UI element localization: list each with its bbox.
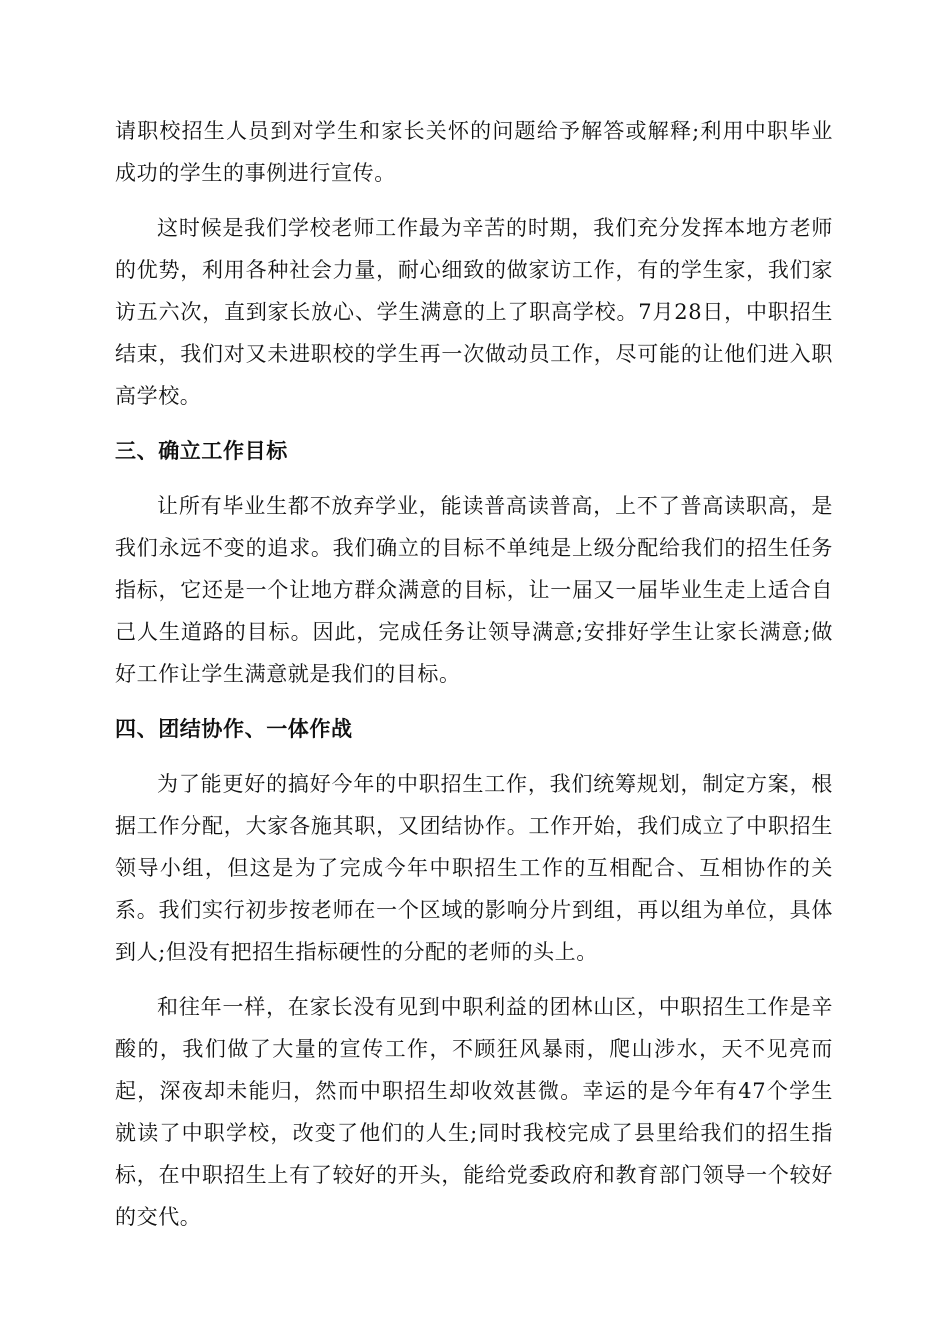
paragraph-results: 和往年一样，在家长没有见到中职利益的团林山区，中职招生工作是辛酸的，我们做了大量的宣传工作，不顾狂风暴雨，爬山涉水，天不见亮而起，深夜却未能归，然而中职招生却收效甚微。幸运的是今年有47个学生就读了中职学校，改变了他们的人生;同时我校完成了县里给我们的招生指标，在中职招生上有了较好的开头，能给党委政府和教育部门领导一个较好的交代。: [115, 995, 833, 1229]
paragraph-planning: 为了能更好的搞好今年的中职招生工作，我们统筹规划，制定方案，根据工作分配，大家各施其职，又团结协作。工作开始，我们成立了中职招生领导小组，但这是为了完成今年中职招生工作的互相配合、互相协作的关系。我们实行初步按老师在一个区域的影响分片到组，再以组为单位，具体到人;但没有把招生指标硬性的分配的老师的头上。: [115, 772, 833, 964]
section-heading-cooperation: 四、团结协作、一体作战: [115, 717, 353, 741]
paragraph-continuation: 请职校招生人员到对学生和家长关怀的问题给予解答或解释;利用中职毕业成功的学生的事例进行宣传。: [115, 119, 833, 185]
paragraph-goals: 让所有毕业生都不放弃学业，能读普高读普高，上不了普高读职高，是我们永远不变的追求。我们确立的目标不单纯是上级分配给我们的招生任务指标，它还是一个让地方群众满意的目标，让一届又一届毕业生走上适合自己人生道路的目标。因此，完成任务让领导满意;安排好学生让家长满意;做好工作让学生满意就是我们的目标。: [115, 494, 833, 686]
document-body: [115, 110, 833, 1251]
section-heading-goals: 三、确立工作目标: [115, 439, 288, 463]
paragraph-home-visits: 这时候是我们学校老师工作最为辛苦的时期，我们充分发挥本地方老师的优势，利用各种社会力量，耐心细致的做家访工作，有的学生家，我们家访五六次，直到家长放心、学生满意的上了职高学校。7月28日，中职招生结束，我们对又未进职校的学生再一次做动员工作，尽可能的让他们进入职高学校。: [115, 216, 833, 408]
